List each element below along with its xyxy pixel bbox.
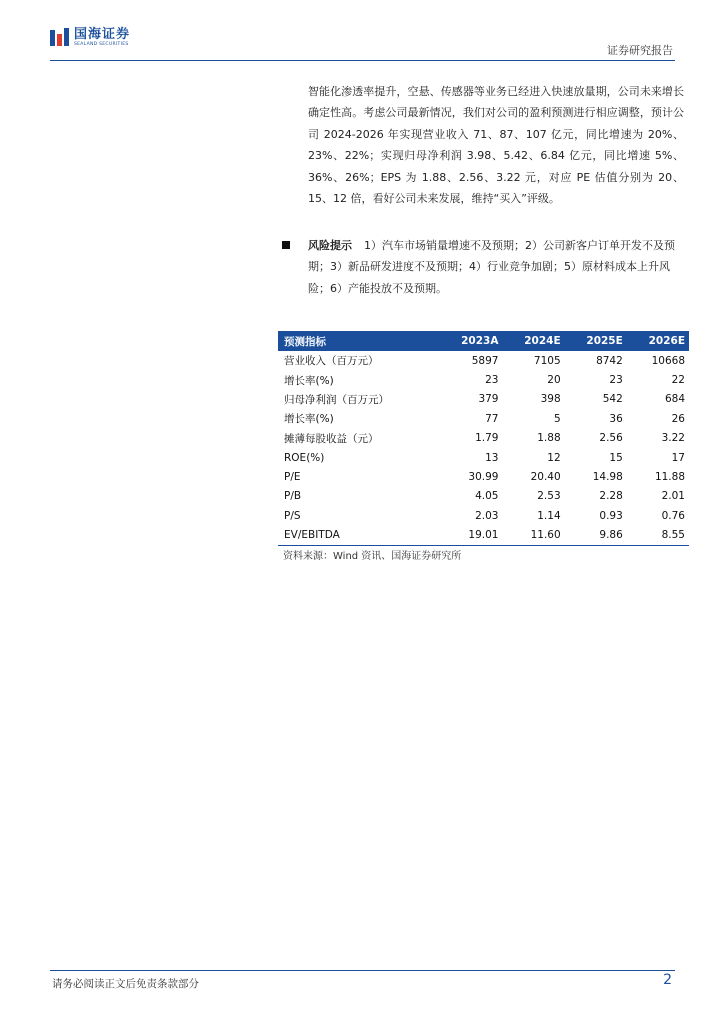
table-cell: 379 xyxy=(478,393,499,406)
table-cell: 2.28 xyxy=(599,490,623,503)
logo-name-cn: 国海证券 xyxy=(74,27,131,42)
table-cell: 9.86 xyxy=(565,526,627,546)
page-number: 2 xyxy=(663,972,672,988)
table-cell: 10668 xyxy=(651,354,685,367)
table-cell: 19.01 xyxy=(439,526,503,546)
table-cell: 15 xyxy=(609,451,623,464)
logo-name-en: SEALAND SECURITIES xyxy=(74,42,129,47)
table-cell: 684 xyxy=(664,393,685,406)
table-cell: 8.55 xyxy=(627,526,689,546)
table-cell: 12 xyxy=(547,451,561,464)
table-cell: 398 xyxy=(540,393,561,406)
row-label: 归母净利润（百万元） xyxy=(284,393,389,406)
table-cell: 2.56 xyxy=(599,432,623,445)
header-divider xyxy=(50,60,675,61)
page-header xyxy=(50,28,675,60)
table-row xyxy=(278,429,689,448)
risk-section xyxy=(282,235,684,299)
table-cell: 2.01 xyxy=(661,490,685,503)
table-row xyxy=(278,487,689,506)
logo-mark-icon xyxy=(50,28,70,48)
table-row xyxy=(278,409,689,428)
table-row xyxy=(278,467,689,486)
table-cell: 2.53 xyxy=(537,490,561,503)
table-row xyxy=(278,448,689,467)
table-cell: 4.05 xyxy=(475,490,499,503)
table-cell: 542 xyxy=(602,393,623,406)
header-cell: 2026E xyxy=(627,331,689,351)
risk-title: 风险提示 xyxy=(308,239,352,252)
row-label: P/E xyxy=(284,471,301,484)
row-label: 营业收入（百万元） xyxy=(284,355,379,368)
header-cell: 2023A xyxy=(439,331,503,351)
table-cell: 26 xyxy=(671,412,685,425)
forecast-table xyxy=(278,331,689,546)
table-row xyxy=(278,351,689,370)
table-cell: 3.22 xyxy=(661,432,685,445)
table-row xyxy=(278,390,689,409)
table-cell: 22 xyxy=(671,374,685,387)
company-logo xyxy=(50,28,130,48)
header-cell: 2025E xyxy=(565,331,627,351)
risk-text: 1）汽车市场销量增速不及预期；2）公司新客户订单开发不及预期；3）新品研发进度不及预期；4）行业竞争加剧；5）原材料成本上升风险；6）产能投放不及预期。 xyxy=(308,239,675,295)
table-cell: 5897 xyxy=(471,354,499,367)
header-cell: 预测指标 xyxy=(278,331,439,351)
table-cell: 17 xyxy=(671,451,685,464)
disclaimer-note: 请务必阅读正文后免责条款部分 xyxy=(52,978,199,990)
table-cell: 20 xyxy=(547,374,561,387)
table-cell: 23 xyxy=(485,374,499,387)
table-cell: 14.98 xyxy=(592,471,623,484)
table-cell: 1.88 xyxy=(537,432,561,445)
table-cell: 8742 xyxy=(596,354,623,367)
table-cell: 20.40 xyxy=(530,471,561,484)
table-cell: 13 xyxy=(485,451,499,464)
square-bullet-icon xyxy=(282,241,290,249)
table-cell: 11.60 xyxy=(502,526,564,546)
row-label: P/B xyxy=(284,490,302,503)
table-cell: 23 xyxy=(609,374,623,387)
table-cell: 11.88 xyxy=(654,471,685,484)
report-type-title: 证券研究报告 xyxy=(607,44,673,57)
row-label: 摊薄每股收益（元） xyxy=(284,432,379,445)
table-header-row xyxy=(278,331,689,351)
row-label: P/S xyxy=(284,509,301,522)
table-cell: 0.93 xyxy=(599,509,623,522)
table-cell: 2.03 xyxy=(475,509,499,522)
table-cell: 7105 xyxy=(533,354,561,367)
table-source-note: 资料来源：Wind 资讯、国海证券研究所 xyxy=(283,551,462,562)
row-label: EV/EBITDA xyxy=(278,526,439,546)
forecast-paragraph: 智能化渗透率提升，空悬、传感器等业务已经进入快速放量期，公司未来增长确定性高。考虑公司最新情况，我们对公司的盈利预测进行相应调整，预计公司 2024-2026 年实现营业收入 71、87、107 亿元，同比增速为 20%、23%、22%；实现归母净利润 3.98、5.42、6.84 亿元，同比增速 5%、36%、26%；EPS 为 1.88、2.56、3.22 元，对应 PE 估值分别为 20、15、12 倍，看好公司未来发展，维持“买入”评级。 xyxy=(308,85,684,206)
table-row xyxy=(278,506,689,525)
row-label: 增长率(%) xyxy=(284,413,334,426)
table-row xyxy=(278,526,689,546)
table-cell: 77 xyxy=(485,412,499,425)
table-cell: 1.14 xyxy=(537,509,561,522)
table-row xyxy=(278,370,689,389)
table-cell: 5 xyxy=(553,412,561,425)
footer-divider xyxy=(50,970,675,971)
table-cell: 0.76 xyxy=(661,509,685,522)
row-label: 增长率(%) xyxy=(284,374,334,387)
table-cell: 1.79 xyxy=(475,432,499,445)
table-cell: 30.99 xyxy=(468,471,499,484)
row-label: ROE(%) xyxy=(284,451,325,464)
table-cell: 36 xyxy=(609,412,623,425)
header-cell: 2024E xyxy=(502,331,564,351)
